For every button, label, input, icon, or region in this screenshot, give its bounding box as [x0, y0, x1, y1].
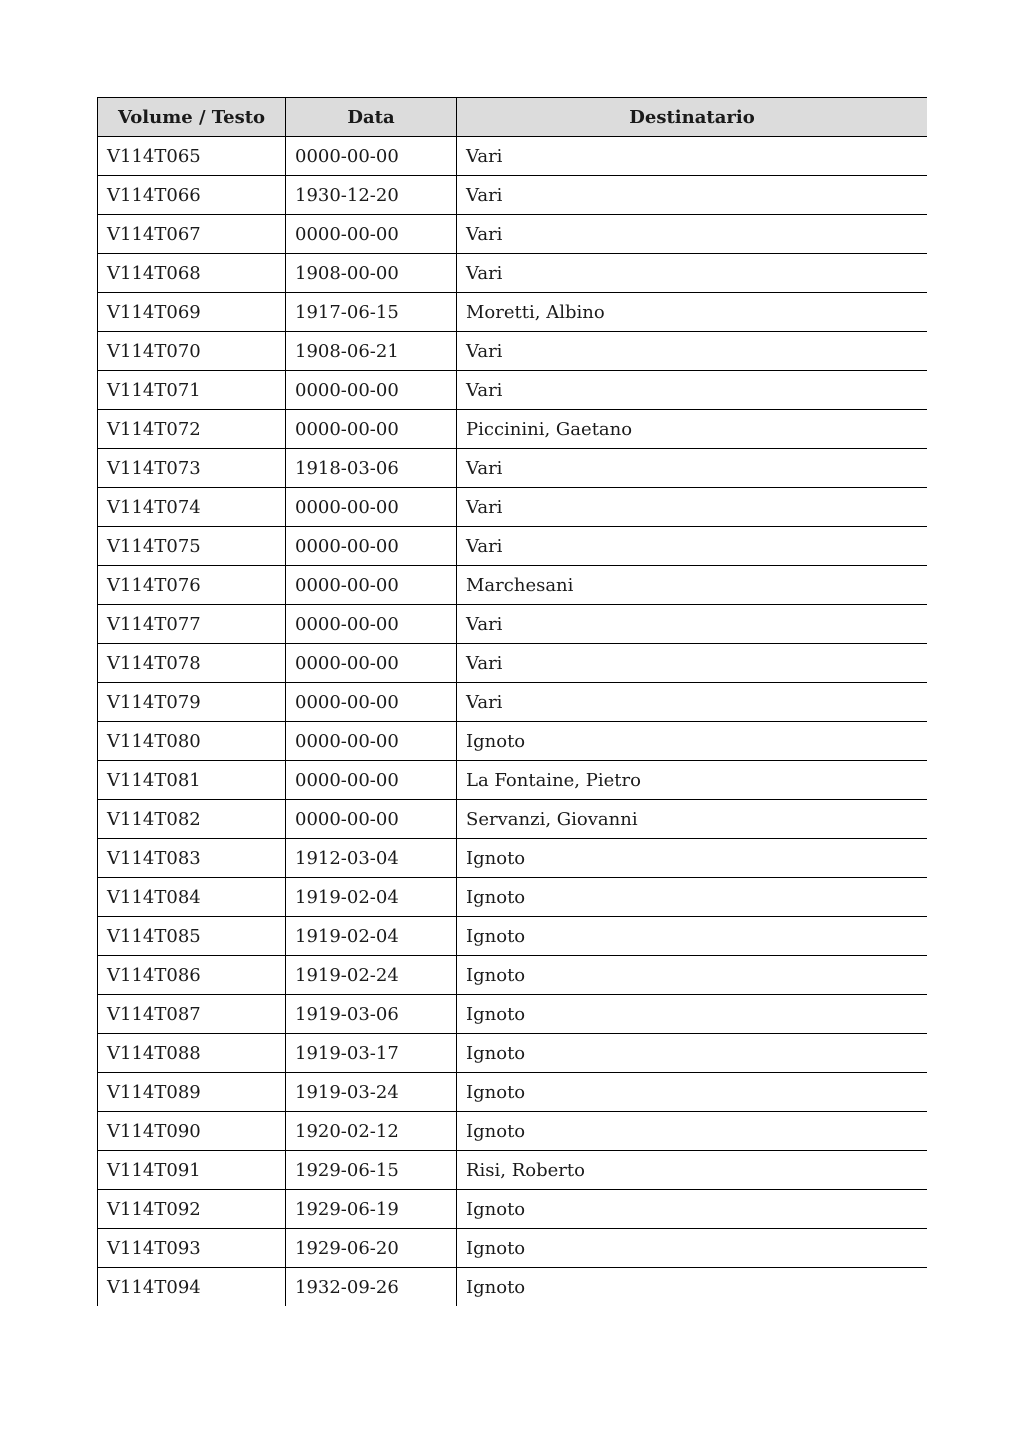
cell-destinatario: Ignoto	[457, 839, 928, 878]
table-row	[98, 1268, 928, 1307]
cell-data: 0000-00-00	[286, 605, 457, 644]
cell-volume-testo: V114T091	[98, 1151, 286, 1190]
table-body	[98, 137, 928, 1307]
table-row	[98, 644, 928, 683]
cell-data: 1919-02-04	[286, 917, 457, 956]
table-row	[98, 137, 928, 176]
cell-data: 0000-00-00	[286, 761, 457, 800]
table-row	[98, 254, 928, 293]
cell-data: 1919-02-04	[286, 878, 457, 917]
cell-destinatario: Vari	[457, 449, 928, 488]
cell-destinatario: Ignoto	[457, 1034, 928, 1073]
table-row	[98, 1229, 928, 1268]
cell-data: 1930-12-20	[286, 176, 457, 215]
cell-volume-testo: V114T086	[98, 956, 286, 995]
cell-volume-testo: V114T082	[98, 800, 286, 839]
cell-destinatario: Vari	[457, 332, 928, 371]
table-row	[98, 566, 928, 605]
cell-destinatario: Vari	[457, 176, 928, 215]
cell-destinatario: Ignoto	[457, 917, 928, 956]
cell-destinatario: Servanzi, Giovanni	[457, 800, 928, 839]
cell-data: 1919-03-24	[286, 1073, 457, 1112]
cell-volume-testo: V114T067	[98, 215, 286, 254]
table-row	[98, 449, 928, 488]
cell-volume-testo: V114T089	[98, 1073, 286, 1112]
cell-destinatario: Vari	[457, 137, 928, 176]
cell-volume-testo: V114T076	[98, 566, 286, 605]
document-table-container	[97, 97, 927, 1312]
cell-data: 1919-03-06	[286, 995, 457, 1034]
table-row	[98, 1073, 928, 1112]
table-row	[98, 293, 928, 332]
table-row	[98, 800, 928, 839]
cell-volume-testo: V114T071	[98, 371, 286, 410]
table-row	[98, 1151, 928, 1190]
cell-destinatario: Ignoto	[457, 1112, 928, 1151]
cell-volume-testo: V114T088	[98, 1034, 286, 1073]
cell-destinatario: Vari	[457, 683, 928, 722]
cell-data: 0000-00-00	[286, 566, 457, 605]
table-row	[98, 683, 928, 722]
table-row	[98, 839, 928, 878]
cell-destinatario: Marchesani	[457, 566, 928, 605]
cell-destinatario: Vari	[457, 605, 928, 644]
cell-volume-testo: V114T068	[98, 254, 286, 293]
table-row	[98, 995, 928, 1034]
table-row	[98, 371, 928, 410]
cell-volume-testo: V114T094	[98, 1268, 286, 1307]
cell-data: 1929-06-19	[286, 1190, 457, 1229]
table-row	[98, 917, 928, 956]
cell-destinatario: Ignoto	[457, 995, 928, 1034]
table-header-row	[98, 98, 928, 137]
cell-destinatario: Vari	[457, 644, 928, 683]
cell-data: 1912-03-04	[286, 839, 457, 878]
cell-data: 1908-00-00	[286, 254, 457, 293]
table-row	[98, 332, 928, 371]
cell-volume-testo: V114T075	[98, 527, 286, 566]
cell-data: 1929-06-15	[286, 1151, 457, 1190]
cell-volume-testo: V114T079	[98, 683, 286, 722]
cell-data: 0000-00-00	[286, 683, 457, 722]
cell-data: 1908-06-21	[286, 332, 457, 371]
table-row	[98, 527, 928, 566]
cell-data: 0000-00-00	[286, 137, 457, 176]
cell-volume-testo: V114T081	[98, 761, 286, 800]
cell-data: 0000-00-00	[286, 410, 457, 449]
cell-data: 1917-06-15	[286, 293, 457, 332]
table-row	[98, 410, 928, 449]
table-row	[98, 956, 928, 995]
cell-volume-testo: V114T093	[98, 1229, 286, 1268]
cell-volume-testo: V114T072	[98, 410, 286, 449]
cell-destinatario: Ignoto	[457, 878, 928, 917]
cell-destinatario: Ignoto	[457, 1229, 928, 1268]
cell-data: 0000-00-00	[286, 644, 457, 683]
cell-volume-testo: V114T070	[98, 332, 286, 371]
cell-volume-testo: V114T078	[98, 644, 286, 683]
table-row	[98, 1034, 928, 1073]
cell-data: 1919-02-24	[286, 956, 457, 995]
cell-volume-testo: V114T065	[98, 137, 286, 176]
cell-destinatario: Piccinini, Gaetano	[457, 410, 928, 449]
table-row	[98, 878, 928, 917]
cell-destinatario: Vari	[457, 371, 928, 410]
table-row	[98, 722, 928, 761]
cell-volume-testo: V114T077	[98, 605, 286, 644]
cell-volume-testo: V114T087	[98, 995, 286, 1034]
cell-destinatario: Risi, Roberto	[457, 1151, 928, 1190]
table-row	[98, 1112, 928, 1151]
table-row	[98, 176, 928, 215]
cell-data: 1929-06-20	[286, 1229, 457, 1268]
header-volume-testo: Volume / Testo	[98, 98, 286, 137]
table-row	[98, 1190, 928, 1229]
table-row	[98, 215, 928, 254]
cell-volume-testo: V114T074	[98, 488, 286, 527]
cell-destinatario: Vari	[457, 215, 928, 254]
header-destinatario: Destinatario	[457, 98, 928, 137]
cell-data: 1919-03-17	[286, 1034, 457, 1073]
cell-volume-testo: V114T090	[98, 1112, 286, 1151]
cell-destinatario: Ignoto	[457, 1190, 928, 1229]
cell-data: 0000-00-00	[286, 488, 457, 527]
cell-data: 1932-09-26	[286, 1268, 457, 1307]
cell-destinatario: Moretti, Albino	[457, 293, 928, 332]
cell-volume-testo: V114T080	[98, 722, 286, 761]
cell-data: 1920-02-12	[286, 1112, 457, 1151]
cell-destinatario: Ignoto	[457, 1073, 928, 1112]
cell-destinatario: Ignoto	[457, 956, 928, 995]
cell-destinatario: Ignoto	[457, 1268, 928, 1307]
cell-data: 0000-00-00	[286, 800, 457, 839]
cell-volume-testo: V114T083	[98, 839, 286, 878]
cell-volume-testo: V114T066	[98, 176, 286, 215]
cell-data: 0000-00-00	[286, 527, 457, 566]
cell-destinatario: La Fontaine, Pietro	[457, 761, 928, 800]
cell-destinatario: Ignoto	[457, 722, 928, 761]
table-row	[98, 488, 928, 527]
cell-data: 0000-00-00	[286, 215, 457, 254]
cell-volume-testo: V114T073	[98, 449, 286, 488]
letters-table	[97, 97, 927, 1306]
table-row	[98, 605, 928, 644]
cell-destinatario: Vari	[457, 254, 928, 293]
cell-volume-testo: V114T085	[98, 917, 286, 956]
cell-destinatario: Vari	[457, 527, 928, 566]
cell-data: 0000-00-00	[286, 371, 457, 410]
cell-volume-testo: V114T084	[98, 878, 286, 917]
header-data: Data	[286, 98, 457, 137]
cell-volume-testo: V114T069	[98, 293, 286, 332]
cell-data: 1918-03-06	[286, 449, 457, 488]
table-row	[98, 761, 928, 800]
cell-destinatario: Vari	[457, 488, 928, 527]
cell-data: 0000-00-00	[286, 722, 457, 761]
cell-volume-testo: V114T092	[98, 1190, 286, 1229]
